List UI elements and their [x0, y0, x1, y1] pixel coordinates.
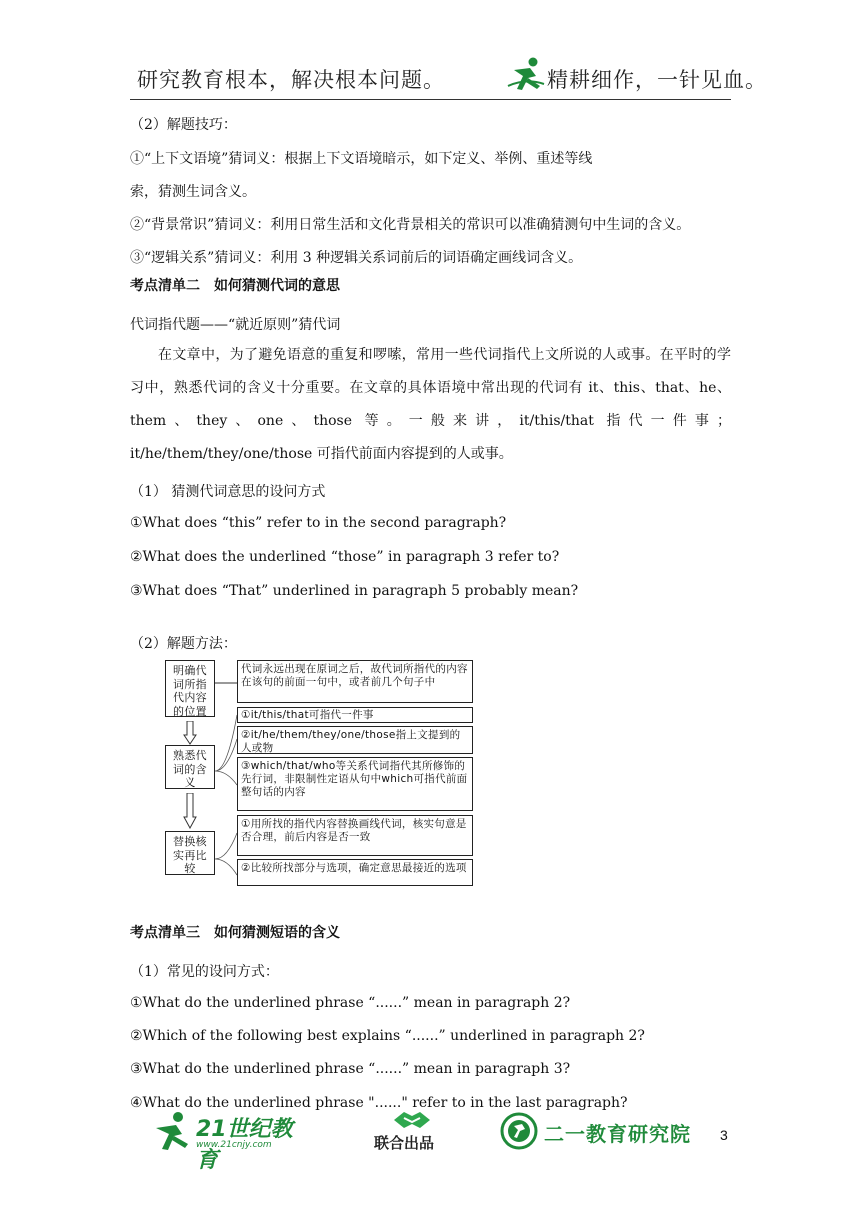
runner-logo-icon: [506, 56, 546, 94]
footer-center-logo: [370, 1108, 460, 1152]
footer-logo-21cnjy: [150, 1110, 310, 1173]
handshake-icon: [392, 1108, 432, 1132]
down-arrow-icon: [183, 793, 197, 829]
down-arrow-icon: [183, 721, 197, 745]
section2-subtitle: 代词指代题——“就近原则”猜代词: [130, 317, 341, 333]
header-right-slogan: 精耕细作，一针见血。: [547, 68, 767, 92]
method-flow-diagram: [163, 655, 476, 887]
s1-item2: ②“背景常识”猜词义：利用日常生活和文化背景相关的常识可以准确猜测句中生词的含义。: [130, 217, 691, 233]
section2-paragraph: [130, 339, 731, 471]
s3-question-4: ④What do the underlined phrase "......" refer to in the last paragraph?: [130, 1095, 628, 1111]
section2-title: 考点清单二 如何猜测代词的意思: [130, 278, 340, 294]
footer-logo1-text: 21世纪教育: [196, 1117, 293, 1173]
header-divider: [130, 99, 731, 100]
section2-paragraph-text: 在文章中，为了避免语意的重复和啰嗦，常用一些代词指代上文所说的人或事。在平时的学习中，熟悉代词的含义十分重要。在文章的具体语境中常出现的代词有 it、this、that、he、them、they、one、those 等。一般来讲，it/this/that 指代一件事；it/he/them/they/one/those 可指代前面内容提到的人或事。: [130, 347, 731, 462]
institute-seal-icon: [500, 1112, 538, 1150]
step2-note3-box: ③which/that/who等关系代词指代其所修饰的先行词，非限制性定语从句中which可指代前面整句话的内容: [237, 757, 473, 811]
s1-item3: ③“逻辑关系”猜词义：利用 3 种逻辑关系词前后的词语确定画线词含义。: [130, 250, 583, 266]
step3-note1-box: ①用所找的指代内容替换画线代词，核实句意是否合理，前后内容是否一致: [237, 815, 473, 856]
runner-logo-icon: [150, 1110, 194, 1154]
footer-logo3-text: 二一教育研究院: [544, 1122, 691, 1146]
page-number: 3: [720, 1127, 728, 1143]
footer-logo1-url: www.21cnjy.com: [196, 1140, 272, 1150]
s1-item1-line1: ①“上下文语境”猜词义：根据上下文语境暗示，如下定义、举例、重述等线: [130, 151, 593, 167]
footer-logo-research: [500, 1112, 710, 1152]
step3-note2-box: ②比较所找部分与选项，确定意思最接近的选项: [237, 859, 473, 886]
s3-question-1: ①What do the underlined phrase “......” mean in paragraph 2?: [130, 995, 571, 1011]
s3-question-heading: （1）常见的设问方式：: [130, 964, 279, 980]
section3-title: 考点清单三 如何猜测短语的含义: [130, 925, 340, 941]
s2-question-3: ③What does “That” underlined in paragraph 5 probably mean?: [130, 583, 579, 599]
s2-question-2: ②What does the underlined “those” in paragraph 3 refer to?: [130, 549, 560, 565]
step1-note-box: 代词永远出现在原词之后，故代词所指代的内容在该句的前面一句中，或者前几个句子中: [237, 660, 473, 703]
footer-center-text: 联合出品: [374, 1134, 435, 1152]
s2-question-heading: （1） 猜测代词意思的设问方式: [130, 484, 326, 500]
s2-question-1: ①What does “this” refer to in the second paragraph?: [130, 515, 507, 531]
step2-note2-box: ②it/he/them/they/one/those指上文提到的人或物: [237, 726, 473, 754]
s3-question-2: ②Which of the following best explains “......” underlined in paragraph 2?: [130, 1028, 645, 1044]
step-replace-box: 替换核实再比较: [165, 831, 215, 875]
s3-question-3: ③What do the underlined phrase “......” mean in paragraph 3?: [130, 1061, 571, 1077]
s1-item1-line2: 索，猜测生词含义。: [130, 184, 256, 200]
s1-heading: （2）解题技巧：: [130, 117, 237, 133]
step2-note1-box: ①it/this/that可指代一件事: [237, 707, 473, 723]
step-locate-box: 明确代词所指代内容的位置: [165, 660, 215, 717]
header-left-slogan: 研究教育根本，解决根本问题。: [137, 68, 445, 92]
step-familiar-box: 熟悉代词的含义: [165, 745, 215, 789]
s2-method-heading: （2）解题方法：: [130, 636, 237, 652]
